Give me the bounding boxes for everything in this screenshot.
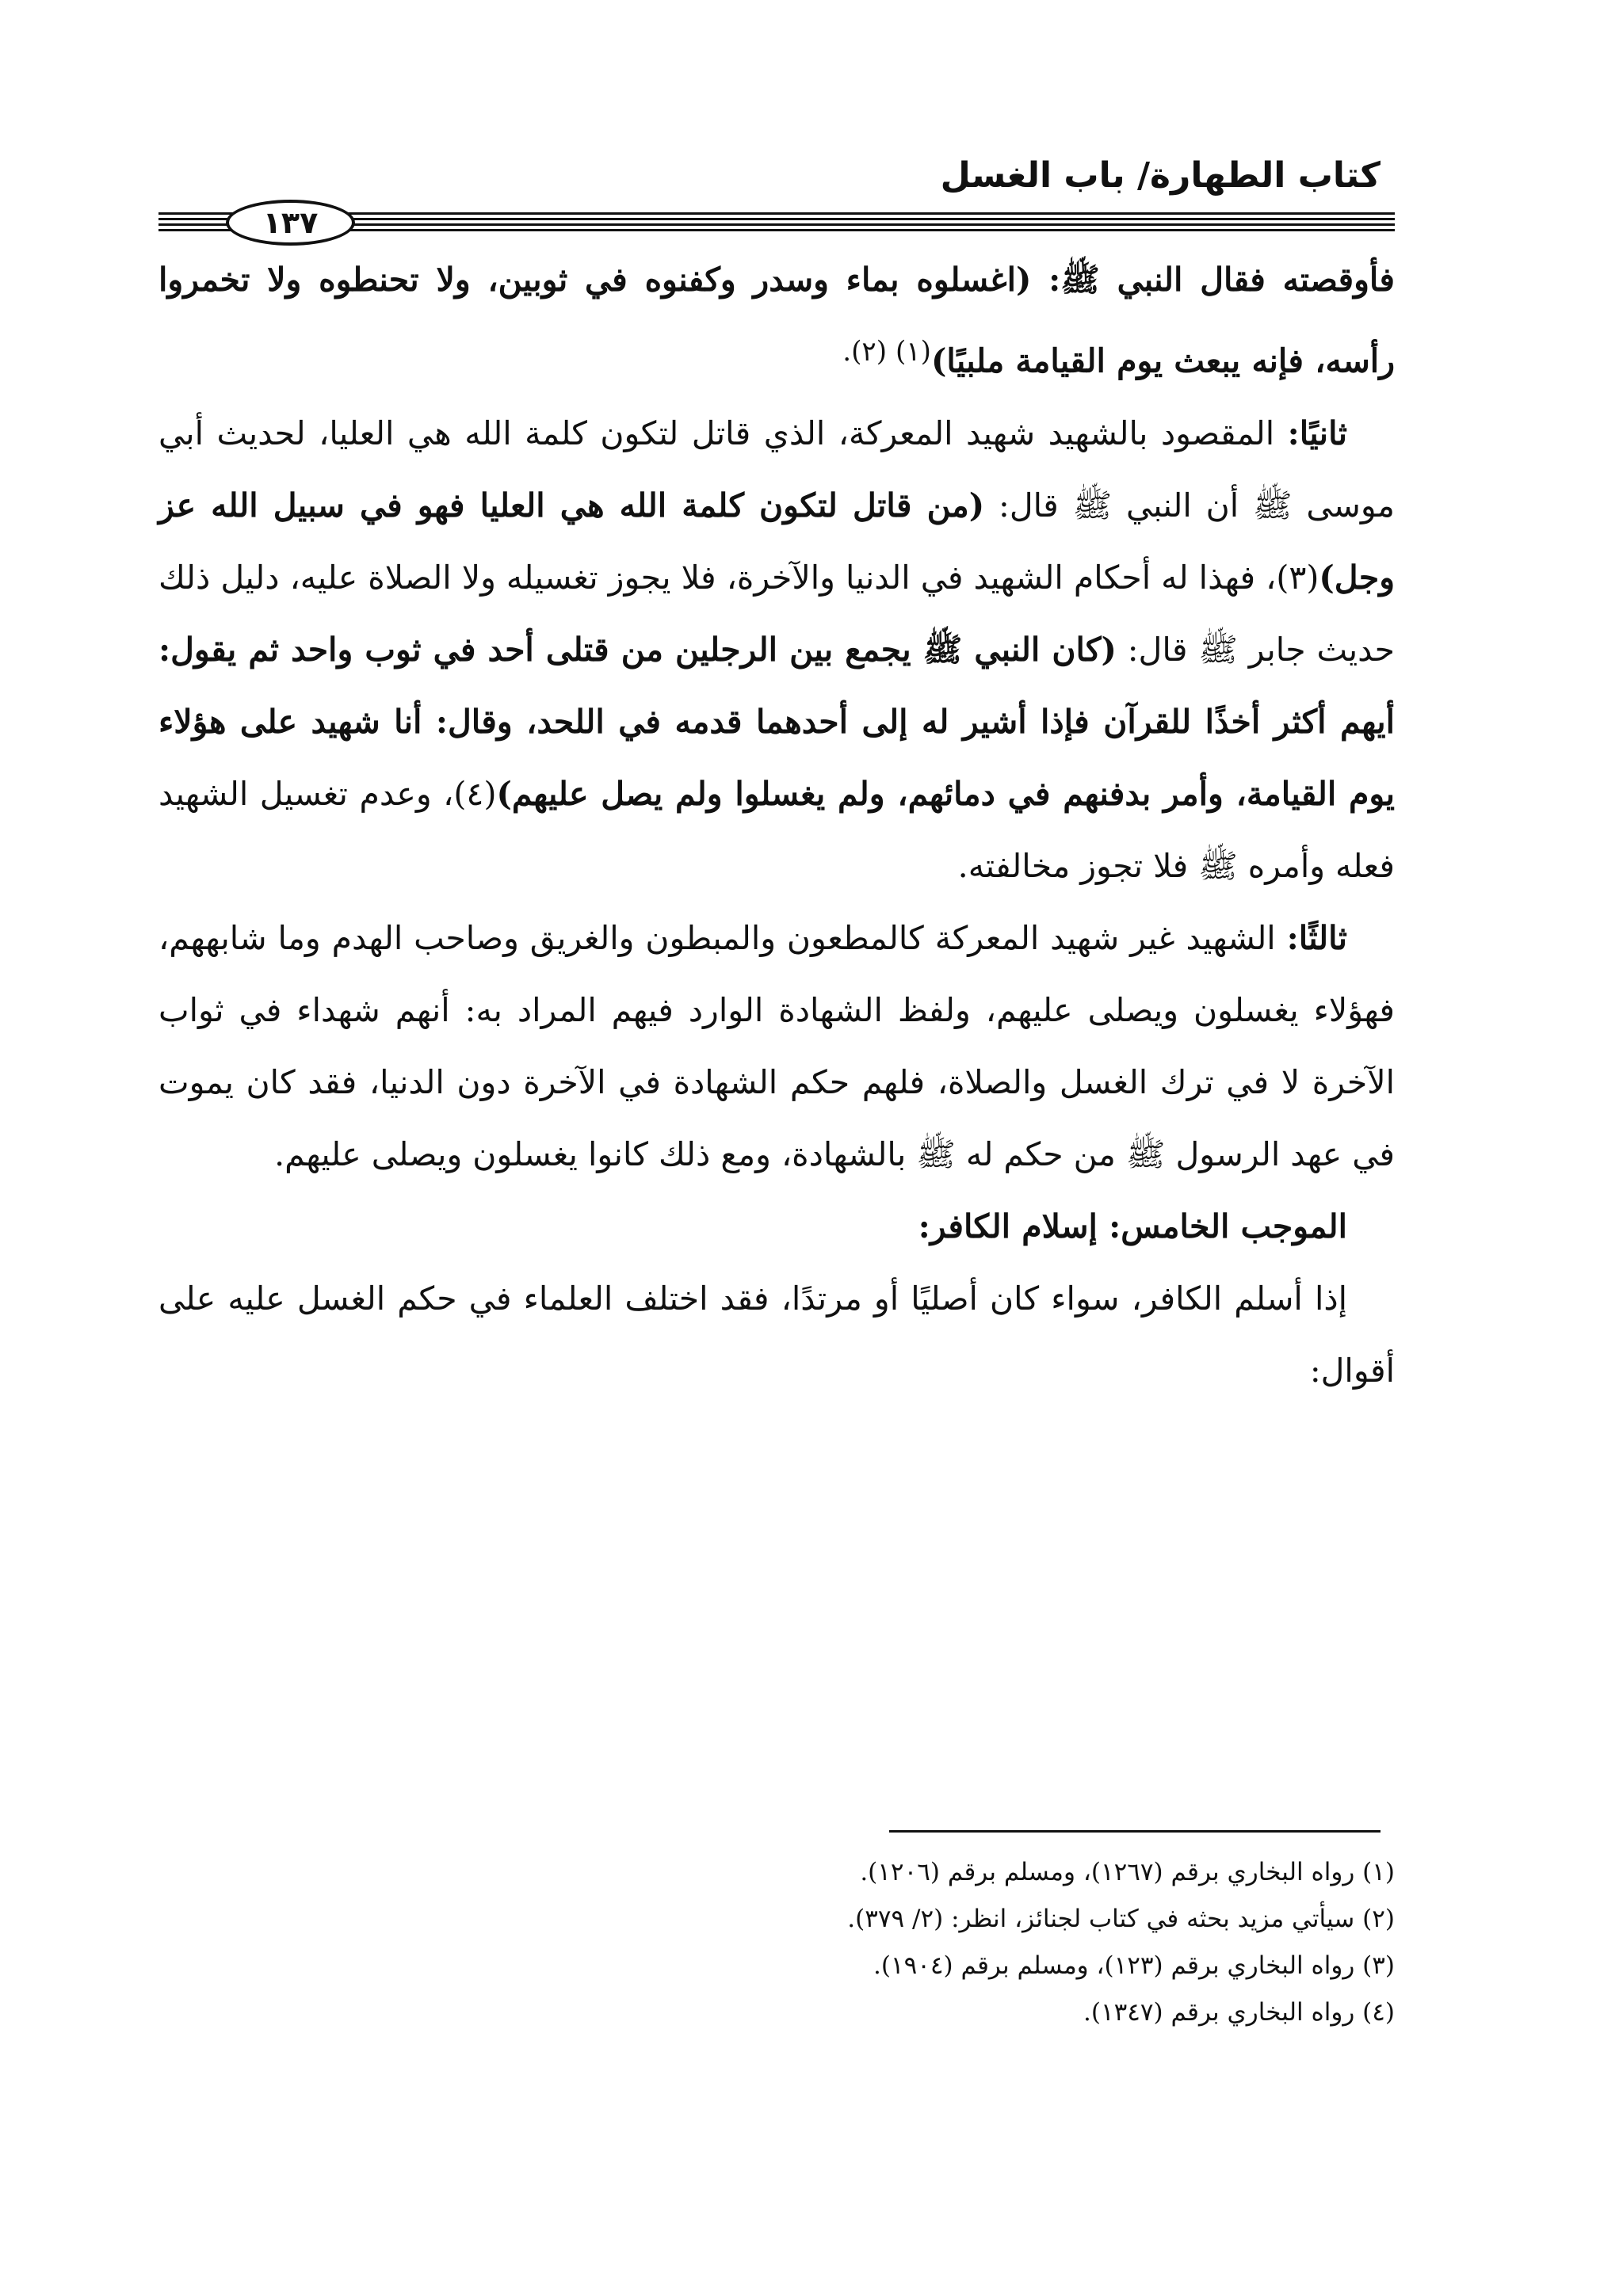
paragraph-text: (٤)، وعدم تغسيل الشهيد فعله وأمره ﷺ فلا تجوز مخالفته. xyxy=(158,774,1395,885)
footnote: (١) رواه البخاري برقم (١٢٦٧)، ومسلم برقم (١٢٠٦). xyxy=(860,1858,1395,1886)
hadith-quote: فأوقصته فقال النبي ﷺ: (اغسلوه بماء وسدر وكفنوه في ثوبين، ولا تحنطوه ولا تخمروا رأسه، فإنه يبعث يوم القيامة ملبيًا) xyxy=(158,261,1395,380)
point-label: ثانيًا: xyxy=(1287,414,1347,452)
footnote-separator xyxy=(889,1830,1381,1833)
footnotes xyxy=(158,1849,1395,2036)
section-heading: الموجب الخامس: إسلام الكافر: xyxy=(918,1207,1347,1245)
paragraph-3 xyxy=(158,902,1395,1191)
main-text xyxy=(158,244,1395,1407)
point-label: ثالثًا: xyxy=(1286,918,1347,957)
paragraph-2 xyxy=(158,398,1395,902)
paragraph-text: الشهيد غير شهيد المعركة كالمطعون والمبطون والغريق وصاحب الهدم وما شابههم، فهؤلاء يغسلون ويصلى عليهم، ولفظ الشهادة الوارد فيهم المراد به: أنهم شهداء في ثواب الآخرة لا في ترك الغسل والصلاة، فلهم حكم الشهادة في الآخرة دون الدنيا، فقد كان يموت في عهد الرسول ﷺ من حكم له ﷺ بالشهادة، ومع ذلك كانوا يغسلون ويصلى عليهم. xyxy=(158,918,1395,1173)
hadith-quote: (كان النبي ﷺ يجمع بين الرجلين من قتلى أحد في ثوب واحد ثم يقول: أيهم أكثر أخذًا للقرآن فإذا أشير له إلى أحدهما قدمه في اللحد، وقال: أنا شهيد على هؤلاء يوم القيامة، وأمر بدفنهم في دمائهم، ولم يغسلوا ولم يصل عليهم) xyxy=(158,630,1396,813)
paragraph-1 xyxy=(158,244,1395,398)
footnote-ref: (١) (٢). xyxy=(842,336,931,368)
footnote: (٢) سيأتي مزيد بحثه في كتاب لجنائز، انظر: (٢/ ٣٧٩). xyxy=(847,1905,1395,1933)
hadith-quote: (من قاتل لتكون كلمة الله هي العليا فهو في سبيل الله عز وجل) xyxy=(158,486,1395,597)
footnote: (٤) رواه البخاري برقم (١٣٤٧). xyxy=(1083,1998,1395,2027)
paragraph-4: إذا أسلم الكافر، سواء كان أصليًا أو مرتدًا، فقد اختلف العلماء في حكم الغسل عليه على أقوال: xyxy=(158,1279,1395,1390)
paragraph-text: (٣)، فهذا له أحكام الشهيد في الدنيا والآخرة، فلا يجوز تغسيله ولا الصلاة عليه، دليل ذلك حديث جابر ﷺ قال: xyxy=(158,558,1395,669)
paragraph-text: المقصود بالشهيد شهيد المعركة، الذي قاتل لتكون كلمة الله هي العليا، لحديث أبي موسى ﷺ أن النبي ﷺ قال: xyxy=(158,414,1395,524)
running-title: كتاب الطهارة/ باب الغسل xyxy=(940,155,1381,196)
footnote: (٣) رواه البخاري برقم (١٢٣)، ومسلم برقم (١٩٠٤). xyxy=(873,1951,1395,1980)
page-number: ١٣٧ xyxy=(226,200,355,246)
